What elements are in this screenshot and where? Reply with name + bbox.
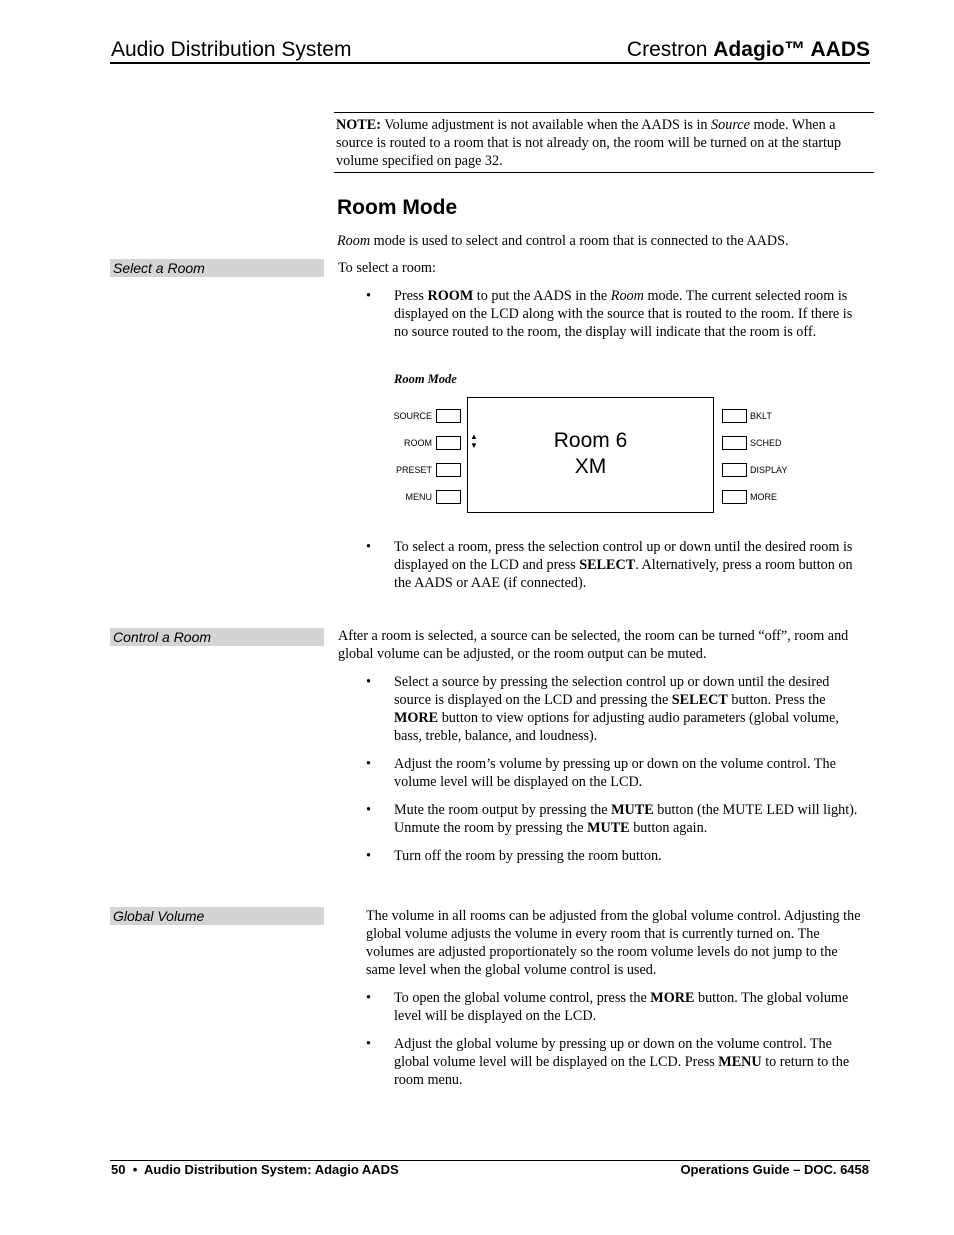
section-title: Room Mode xyxy=(337,196,458,219)
source-button[interactable] xyxy=(436,409,461,423)
preset-button[interactable] xyxy=(436,463,461,477)
text: button. Press the xyxy=(727,692,826,708)
text: button to view options for adjusting audio parameters (global volume, bass, treble, balance, and loudness). xyxy=(394,710,839,744)
sidebar-heading-global-volume: Global Volume xyxy=(110,907,324,925)
bullet: • xyxy=(366,756,371,772)
control-room-list xyxy=(338,673,868,875)
footer-separator: • xyxy=(132,1162,138,1177)
bullet: • xyxy=(366,990,371,1006)
section-intro xyxy=(337,232,872,250)
header-left: Audio Distribution System xyxy=(111,38,352,61)
keyword: MORE xyxy=(394,710,439,726)
bullet: • xyxy=(366,539,371,555)
keyword: SELECT xyxy=(671,692,728,708)
select-room-list xyxy=(338,287,868,351)
list-item xyxy=(338,755,868,791)
more-button[interactable] xyxy=(722,490,747,504)
list-item xyxy=(338,538,868,592)
header-right xyxy=(627,38,870,62)
lcd-text xyxy=(467,428,714,480)
text: button again. xyxy=(629,820,708,836)
header-product: Adagio™ AADS xyxy=(713,38,870,61)
text: button. The global volume level will be displayed on the LCD. xyxy=(394,990,849,1024)
intro-em: Room xyxy=(337,233,371,249)
sidebar-heading-select-room: Select a Room xyxy=(110,259,324,277)
note-em: Source xyxy=(711,117,750,133)
bullet: • xyxy=(366,1036,371,1052)
global-volume-list xyxy=(338,989,868,1099)
label-preset: PRESET xyxy=(395,465,432,475)
menu-button[interactable] xyxy=(436,490,461,504)
header-brand: Crestron xyxy=(626,38,714,61)
label-more: MORE xyxy=(750,492,777,502)
note-text-1: Volume adjustment is not available when the AADS is in xyxy=(380,117,712,133)
keyword: MENU xyxy=(718,1054,762,1070)
lcd-line-source: XM xyxy=(574,455,607,478)
sched-button[interactable] xyxy=(722,436,747,450)
note-box xyxy=(334,112,874,173)
label-sched: SCHED xyxy=(750,438,782,448)
label-display: DISPLAY xyxy=(750,465,788,475)
label-bklt: BKLT xyxy=(750,411,772,421)
footer-left xyxy=(111,1162,399,1177)
sidebar-heading-control-room: Control a Room xyxy=(110,628,324,646)
text: Select a source by pressing the selection control up or down until the desired source is displayed on the LCD and pressing the xyxy=(394,674,830,708)
text: Adjust the global volume by pressing up or down on the volume control. The global volume level will be displayed on the LCD. Press xyxy=(394,1036,832,1070)
select-room-lead: To select a room: xyxy=(338,260,436,276)
arrow-up-icon: ▲ xyxy=(470,432,478,441)
note-label: NOTE: xyxy=(336,117,381,133)
text: . Alternatively, press a room button on the AADS or AAE (if connected). xyxy=(394,557,853,591)
text: Press xyxy=(394,288,428,304)
footer-right: Operations Guide – DOC. 6458 xyxy=(680,1162,869,1177)
intro-text: mode is used to select and control a room that is connected to the AADS. xyxy=(370,233,789,249)
text: Turn off the room by pressing the room button. xyxy=(394,848,662,864)
list-item xyxy=(338,673,868,745)
list-item xyxy=(338,1035,868,1089)
control-room-lead: After a room is selected, a source can be selected, the room can be turned “off”, room and global volume can be adjusted, or the room output can be muted. xyxy=(338,628,849,662)
bullet: • xyxy=(366,848,371,864)
text: to return to the room menu. xyxy=(394,1054,850,1088)
text: button (the MUTE LED will light). Unmute the room by pressing the xyxy=(394,802,858,836)
global-volume-lead: The volume in all rooms can be adjusted from the global volume control. Adjusting the global volume adjusts the volume in every room that is currently turned on. The volumes are adjusted proportionately so the room volume levels do not jump to the same level when the global volume control is used. xyxy=(366,908,861,978)
text: to put the AADS in the xyxy=(473,288,611,304)
label-room: ROOM xyxy=(404,438,432,448)
scroll-arrows-icon xyxy=(470,432,478,450)
note-text-2: mode. When a source is routed to a room that is not already on, the room will be turned on at the startup volume specified on page 32. xyxy=(336,117,842,169)
bullet: • xyxy=(366,288,371,304)
figure-caption: Room Mode xyxy=(394,372,457,386)
list-item xyxy=(338,287,868,341)
text: Adjust the room’s volume by pressing up or down on the volume control. The volume level will be displayed on the LCD. xyxy=(394,756,836,790)
bullet: • xyxy=(366,674,371,690)
text: Mute the room output by pressing the xyxy=(394,802,612,818)
list-item xyxy=(338,801,868,837)
list-item xyxy=(338,847,868,865)
keyword: MUTE xyxy=(587,820,630,836)
emphasis: Room xyxy=(610,288,644,304)
text: mode. The current selected room is displayed on the LCD along with the source that is routed to the room. If there is no source routed to the room, the display will indicate that the room is off. xyxy=(394,288,853,340)
keyword: MORE xyxy=(650,990,695,1006)
lcd-line-room: Room 6 xyxy=(553,429,628,452)
arrow-down-icon: ▼ xyxy=(470,441,478,450)
keyword: ROOM xyxy=(427,288,474,304)
footer-doc-title: Audio Distribution System: Adagio AADS xyxy=(144,1162,399,1177)
keyword: SELECT xyxy=(579,557,636,573)
page-number: 50 xyxy=(111,1162,126,1177)
keyword: MUTE xyxy=(611,802,654,818)
text: To select a room, press the selection control up or down until the desired room is displayed on the LCD and press xyxy=(394,539,853,573)
bklt-button[interactable] xyxy=(722,409,747,423)
room-button[interactable] xyxy=(436,436,461,450)
label-source: SOURCE xyxy=(393,411,432,421)
bullet: • xyxy=(366,802,371,818)
display-button[interactable] xyxy=(722,463,747,477)
text: To open the global volume control, press the xyxy=(394,990,651,1006)
footer-rule xyxy=(110,1160,870,1161)
select-room-list-2 xyxy=(338,538,868,602)
label-menu: MENU xyxy=(405,492,432,502)
header-rule xyxy=(110,62,870,64)
list-item xyxy=(338,989,868,1025)
